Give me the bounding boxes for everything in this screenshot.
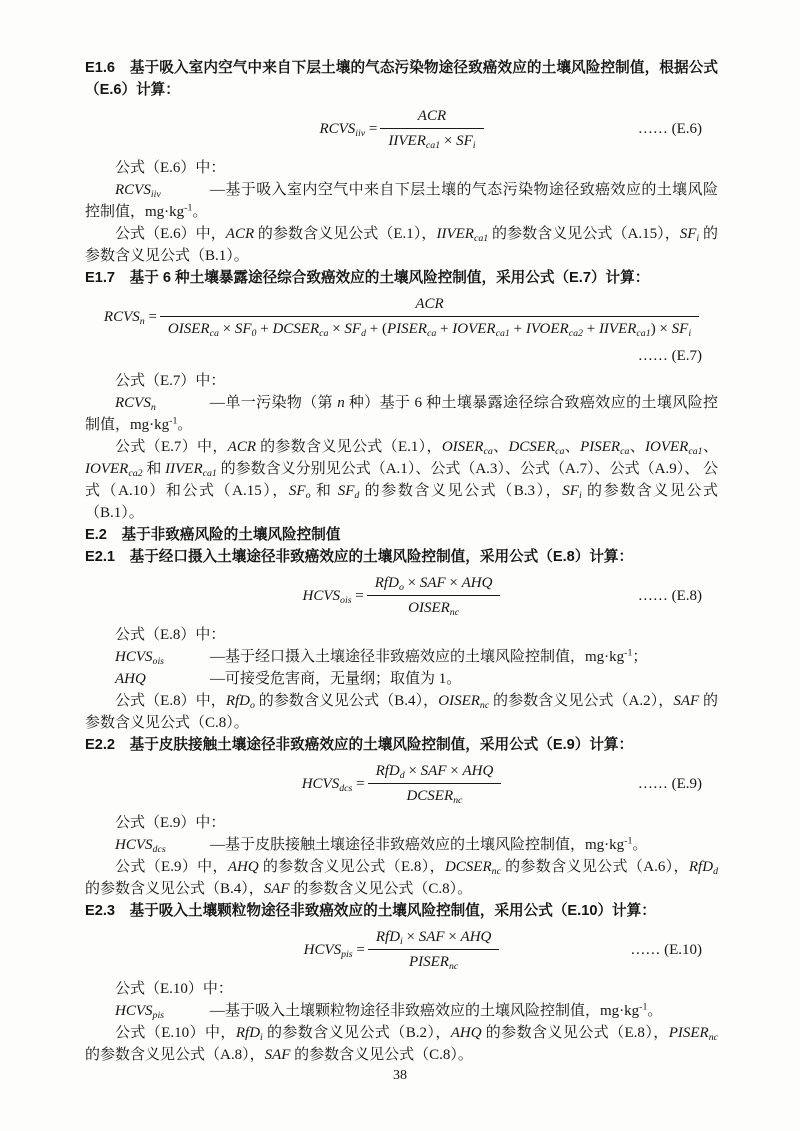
definition-term: RCVSn [115,395,156,413]
equation-lhs: HCVSpis = [303,941,365,960]
equation-e7 [104,294,699,339]
formula-e10-intro: 公式（E.10）中： [115,981,233,997]
equation-number-e10: …… (E.10) [630,941,702,958]
formula-e8-references: 公式（E.8）中，RfDo 的参数含义见公式（B.4），OISERnc 的参数含义见公式（A.2），SAF 的参数含义见公式（C.8）。 [85,693,718,731]
fraction [368,761,502,806]
formula-e10 [85,927,718,972]
formula-e8-intro: 公式（E.8）中： [115,627,226,643]
definition-text: —单一污染物（第 n 种）基于 6 种土壤暴露途径综合致癌效应的土壤风险控制值，$mg\cdot kg^{-1}$。 [85,395,718,433]
equation-number-e7: …… (E.7) [637,348,702,364]
equation-lhs: HCVSois = [302,587,364,606]
clause-e1-6: E1.6 基于吸入室内空气中来自下层土壤的气态污染物途径致癌效应的土壤风险控制值，根据公式（E.6）计算： [85,60,718,98]
definition-text: —基于吸入土壤颗粒物途径非致癌效应的土壤风险控制值，$mg\cdot kg^{-1}$。 [210,1001,663,1019]
definition-hcvs-ois [85,646,718,668]
definition-hcvs-pis [85,1000,718,1022]
equation-e9 [302,761,502,806]
definition-hcvs-dcs [85,834,718,856]
denominator: OISERca × SF0 + DCSERca × SFd + (PISERca + IOVERca1 + IVOERca2 + IIVERca1) × SFi [167,321,692,339]
denominator: IIVERca1 × SFi [388,133,476,151]
definition-text: —基于皮肤接触土壤途径非致癌效应的土壤风险控制值，$mg\cdot kg^{-1}$。 [210,835,648,853]
formula-e7 [85,294,718,339]
formula-e8 [85,573,718,618]
definition-rcvs-iiv [85,179,718,223]
equation-lhs: HCVSdcs = [301,775,365,794]
definition-rcvs-n [85,392,718,436]
equation-e8 [303,573,501,618]
formula-e9-intro: 公式（E.9）中： [115,815,226,831]
definition-term: RCVSiiv [115,182,161,200]
equation-lhs: RCVSn = [103,308,157,327]
numerator: RfDi × SAF × AHQ [368,927,500,950]
denominator: DCSERnc [406,788,463,806]
formula-e7-intro: 公式（E.7）中： [115,373,226,389]
equation-e6 [319,106,483,151]
definition-term: HCVSdcs [115,837,166,855]
section-heading-e2: E.2 基于非致癌风险的土壤风险控制值 [85,527,341,543]
equation-e10 [304,927,500,972]
fraction [160,294,699,339]
formula-e6-intro: 公式（E.6）中： [115,160,226,176]
definition-term: AHQ [115,671,146,687]
equation-number-e6: …… (E.6) [637,120,702,137]
definition-term: HCVSois [115,649,165,667]
fraction [380,106,483,151]
denominator: OISERnc [408,600,460,618]
numerator: RfDd × SAF × AHQ [368,761,502,784]
definition-text: —基于经口摄入土壤途径非致癌效应的土壤风险控制值，$mg\cdot kg^{-1}$； [210,647,648,665]
equation-lhs: RCVSiiv = [319,120,378,139]
definition-text: —基于吸入室内空气中来自下层土壤的气态污染物途径致癌效应的土壤风险控制值，$mg\cdot kg^{-1}$。 [85,182,718,220]
definition-text: —可接受危害商，无量纲；取值为 1。 [210,671,462,687]
denominator: PISERnc [408,954,459,972]
formula-e9-references: 公式（E.9）中，AHQ 的参数含义见公式（E.8），DCSERnc 的参数含义见公式（A.6），RfDd 的参数含义见公式（B.4），SAF 的参数含义见公式（C.8）。 [85,859,718,897]
formula-e10-references: 公式（E.10）中，RfDi 的参数含义见公式（B.2），AHQ 的参数含义见公式（E.8），PISERnc的参数含义见公式（A.8），SAF 的参数含义见公式（C.8）。 [85,1025,719,1063]
definition-ahq [85,668,718,690]
formula-e9 [85,761,718,806]
fraction [368,927,500,972]
formula-e6 [85,106,718,151]
numerator: RfDo × SAF × AHQ [367,573,501,596]
equation-number-e8: …… (E.8) [637,587,702,604]
formula-e6-references: 公式（E.6）中，ACR 的参数含义见公式（E.1），IIVERca1 的参数含义见公式（A.15），SFi 的参数含义见公式（B.1）。 [85,226,718,264]
formula-e7-references: 公式（E.7）中，ACR 的参数含义见公式（E.1），OISERca、DCSERca、PISERca、IOVERca1、 IOVERca2 和 IIVERca1 的参数含义分别见公式（A.1）、公式（A.3）、公式（A.7）、公式（A.9）、 公式（A.10）和公式（A.15），SFo 和 SFd 的参数含义见公式（B.3），SFi 的参数含义见公式（B.1）。 [85,439,718,521]
fraction [367,573,501,618]
page-number: 38 [393,1068,407,1083]
clause-e2-2: E2.2 基于皮肤接触土壤途径非致癌效应的土壤风险控制值，采用公式（E.9）计算： [85,737,634,753]
equation-number-e9: …… (E.9) [637,775,702,792]
definition-term: HCVSpis [115,1003,165,1021]
numerator: ACR [380,106,483,129]
clause-e2-1: E2.1 基于经口摄入土壤途径非致癌效应的土壤风险控制值，采用公式（E.8）计算： [85,549,634,565]
clause-e2-3: E2.3 基于吸入土壤颗粒物途径非致癌效应的土壤风险控制值，采用公式（E.10）计算： [85,903,656,919]
numerator: ACR [160,294,699,317]
clause-e1-7: E1.7 基于 6 种土壤暴露途径综合致癌效应的土壤风险控制值，采用公式（E.7）计算： [85,270,650,286]
